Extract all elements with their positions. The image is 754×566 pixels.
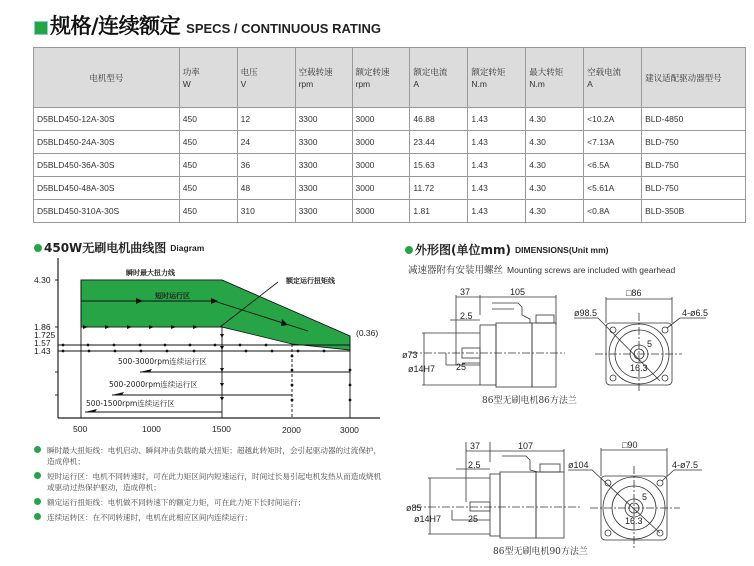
diagram-notes bbox=[34, 445, 384, 527]
col-rated-speed: 额定转速 rpm bbox=[352, 48, 410, 108]
table-cell: 3300 bbox=[295, 131, 352, 154]
y-tick-1.43: 1.43 bbox=[34, 346, 51, 356]
dim-4-d7.5: 4-ø7.5 bbox=[672, 460, 699, 470]
table-cell: 4.30 bbox=[526, 200, 584, 223]
table-cell: 450 bbox=[179, 108, 237, 131]
dim-5: 5 bbox=[647, 339, 653, 349]
note-text: 额定运行扭矩线：电机做不同转速下的额定力矩，可在此力矩下长时间运行； bbox=[47, 498, 306, 507]
table-cell: 4.30 bbox=[526, 108, 584, 131]
end-value-label: (0.36) bbox=[356, 328, 379, 338]
col-noload-current: 空载电流 A bbox=[584, 48, 642, 108]
table-row bbox=[34, 108, 746, 131]
table-header-row bbox=[34, 48, 746, 108]
torque-speed-chart bbox=[0, 255, 390, 440]
green-square-icon bbox=[34, 21, 48, 35]
col-rated-current: 额定电流 A bbox=[410, 48, 468, 108]
col-power: 功率 W bbox=[179, 48, 237, 108]
table-cell: <5.61A bbox=[584, 177, 642, 200]
table-cell: D5BLD450-36A-30S bbox=[34, 154, 180, 177]
table-cell: 4.30 bbox=[526, 154, 584, 177]
table-cell: 1.43 bbox=[468, 108, 526, 131]
dim-d14h7: ø14H7 bbox=[414, 514, 442, 524]
table-cell: D5BLD450-12A-30S bbox=[34, 108, 180, 131]
green-dot-icon bbox=[405, 246, 413, 254]
table-cell: 15.63 bbox=[410, 154, 468, 177]
zone-2000-label: 500-2000rpm连续运行区 bbox=[109, 380, 198, 389]
dim-37: 37 bbox=[460, 287, 471, 297]
specs-table bbox=[33, 47, 746, 223]
table-cell: D5BLD450-310A-30S bbox=[34, 200, 180, 223]
rated-torque-line-label: 额定运行扭矩线 bbox=[286, 277, 335, 285]
green-dot-icon bbox=[34, 244, 42, 252]
note-text: 瞬时最大扭矩线：电机启动、瞬间冲击负载的最大扭矩；超越此转矩时，会引起驱动器的过流保护，造成停机； bbox=[47, 446, 382, 466]
table-cell: <0.8A bbox=[584, 200, 642, 223]
dimensions-subtitle bbox=[408, 262, 675, 276]
diagram-heading bbox=[34, 239, 204, 256]
table-cell: <7.13A bbox=[584, 131, 642, 154]
green-dot-icon bbox=[34, 498, 41, 505]
col-voltage: 电压 V bbox=[237, 48, 295, 108]
x-tick-3000: 3000 bbox=[340, 425, 359, 435]
y-tick-1.86: 1.86 bbox=[34, 322, 51, 332]
dim-d104: ø104 bbox=[568, 460, 589, 470]
dim-d85: ø85 bbox=[406, 503, 422, 513]
dimensions-title-en: DIMENSIONS(Unit mm) bbox=[514, 244, 609, 255]
table-cell: 3000 bbox=[352, 177, 410, 200]
dim-d14h7: ø14H7 bbox=[408, 364, 436, 374]
dim-16.3: 16.3 bbox=[630, 363, 648, 373]
x-tick-1000: 1000 bbox=[142, 424, 161, 434]
table-cell: BLD-750 bbox=[642, 154, 746, 177]
table-cell: 46.88 bbox=[410, 108, 468, 131]
x-tick-500: 500 bbox=[73, 424, 88, 434]
table-row bbox=[34, 177, 746, 200]
table-cell: 450 bbox=[179, 200, 237, 223]
table-cell: 3000 bbox=[352, 131, 410, 154]
col-rated-torque: 额定转矩 N.m bbox=[468, 48, 526, 108]
table-cell: 3300 bbox=[295, 154, 352, 177]
green-dot-icon bbox=[34, 472, 41, 479]
note-text: 短时运行区：电机不同转速时，可在此力矩区间内短速运行，时间过长易引起电机发热从而造成烧机或驱动过热保护驱动，造成停机； bbox=[47, 472, 382, 492]
table-cell: 3000 bbox=[352, 108, 410, 131]
dim-16.3: 16.3 bbox=[625, 516, 643, 526]
green-dot-icon bbox=[34, 513, 41, 520]
dim-5: 5 bbox=[642, 492, 648, 502]
max-torque-line-label: 瞬时最大扭力线 bbox=[126, 269, 175, 277]
dim-d98.5: ø98.5 bbox=[574, 308, 598, 318]
table-cell: BLD-750 bbox=[642, 131, 746, 154]
short-term-zone-label: 短时运行区 bbox=[155, 292, 190, 300]
title-cn: 规格/连续额定 bbox=[50, 14, 181, 38]
table-cell: 36 bbox=[237, 154, 295, 177]
table-cell: 3300 bbox=[295, 108, 352, 131]
table-cell: 12 bbox=[237, 108, 295, 131]
dim-sq86: □86 bbox=[626, 288, 642, 298]
dim-d73: ø73 bbox=[402, 350, 418, 360]
note-text: 连续运转区：在不同转速时，电机在此相应区间内连续运行； bbox=[47, 513, 253, 522]
table-cell: BLD-4850 bbox=[642, 108, 746, 131]
table-row bbox=[34, 131, 746, 154]
drawing-90-flange bbox=[390, 432, 754, 562]
table-cell: 450 bbox=[179, 131, 237, 154]
table-row bbox=[34, 154, 746, 177]
x-tick-2000: 2000 bbox=[282, 425, 301, 435]
table-cell: 310 bbox=[237, 200, 295, 223]
table-cell: 1.43 bbox=[468, 200, 526, 223]
table-cell: 24 bbox=[237, 131, 295, 154]
table-cell: 3300 bbox=[295, 200, 352, 223]
dim-sq90: □90 bbox=[622, 440, 638, 450]
table-cell: 450 bbox=[179, 177, 237, 200]
subtitle-cn: 减速器附有安装用螺丝 bbox=[408, 265, 504, 276]
note-item bbox=[34, 497, 384, 508]
table-cell: 1.81 bbox=[410, 200, 468, 223]
col-model: 电机型号 bbox=[34, 48, 180, 108]
dim-2.5: 2.5 bbox=[460, 311, 473, 321]
y-tick-1.725: 1.725 bbox=[34, 330, 56, 340]
drawing-86-caption: 86型无刷电机86方法兰 bbox=[482, 396, 577, 406]
x-tick-1500: 1500 bbox=[212, 424, 231, 434]
col-driver: 建议适配驱动器型号 bbox=[642, 48, 746, 108]
table-cell: <6.5A bbox=[584, 154, 642, 177]
table-cell: 1.43 bbox=[468, 154, 526, 177]
drawing-90-caption: 86型无刷电机90方法兰 bbox=[493, 547, 588, 557]
diagram-title-cn: 450W无刷电机曲线图 bbox=[44, 241, 167, 255]
note-item bbox=[34, 512, 384, 523]
table-cell: 1.43 bbox=[468, 177, 526, 200]
title-en: SPECS / CONTINUOUS RATING bbox=[186, 21, 381, 36]
y-tick-4.30: 4.30 bbox=[34, 275, 51, 285]
table-cell: 11.72 bbox=[410, 177, 468, 200]
note-item bbox=[34, 471, 384, 493]
table-cell: 23.44 bbox=[410, 131, 468, 154]
dim-2.5: 2.5 bbox=[468, 460, 481, 470]
dim-107: 107 bbox=[518, 441, 534, 451]
dimensions-title-cn: 外形图(单位mm) bbox=[415, 243, 511, 257]
table-cell: 3000 bbox=[352, 154, 410, 177]
table-cell: BLD-750 bbox=[642, 177, 746, 200]
zone-3000-label: 500-3000rpm连续运行区 bbox=[118, 357, 207, 366]
table-cell: 450 bbox=[179, 154, 237, 177]
table-row bbox=[34, 200, 746, 223]
col-max-torque: 最大转矩 N.m bbox=[526, 48, 584, 108]
subtitle-en: Mounting screws are included with gearhead bbox=[507, 265, 676, 275]
table-cell: 1.43 bbox=[468, 131, 526, 154]
green-dot-icon bbox=[34, 446, 41, 453]
dim-25: 25 bbox=[456, 362, 467, 372]
table-cell: D5BLD450-24A-30S bbox=[34, 131, 180, 154]
page-title bbox=[34, 14, 381, 38]
note-item bbox=[34, 445, 384, 467]
diagram-title-en: Diagram bbox=[170, 242, 205, 253]
table-cell: D5BLD450-48A-30S bbox=[34, 177, 180, 200]
dim-25: 25 bbox=[468, 514, 479, 524]
table-cell: 48 bbox=[237, 177, 295, 200]
y-tick-1.57: 1.57 bbox=[34, 338, 51, 348]
dim-4-d6.5: 4-ø6.5 bbox=[682, 308, 709, 318]
dimensions-heading bbox=[405, 241, 608, 258]
table-cell: 4.30 bbox=[526, 177, 584, 200]
col-noload-speed: 空载转速 rpm bbox=[295, 48, 352, 108]
zone-1500-label: 500-1500rpm连续运行区 bbox=[86, 399, 175, 408]
dim-37: 37 bbox=[470, 441, 481, 451]
table-cell: 4.30 bbox=[526, 131, 584, 154]
table-cell: 3000 bbox=[352, 200, 410, 223]
table-cell: 3300 bbox=[295, 177, 352, 200]
table-cell: BLD-350B bbox=[642, 200, 746, 223]
dim-105: 105 bbox=[510, 287, 526, 297]
table-cell: <10.2A bbox=[584, 108, 642, 131]
